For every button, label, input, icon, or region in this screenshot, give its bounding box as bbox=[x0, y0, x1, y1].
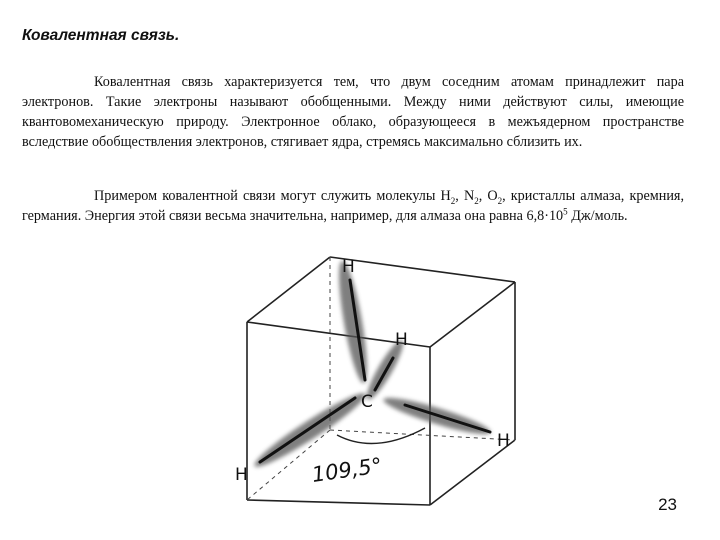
atom-c-center: C bbox=[361, 392, 373, 412]
p2-sep2: , O bbox=[478, 188, 498, 204]
p2-unit: Дж/моль. bbox=[567, 208, 628, 224]
cloud-top bbox=[333, 259, 372, 384]
h2-subscript: 2 bbox=[450, 195, 456, 206]
title-text: Ковалентная связь bbox=[22, 27, 176, 44]
energy-exponent: 5 bbox=[563, 206, 568, 217]
page-title bbox=[22, 27, 179, 45]
atom-h-right-upper: H bbox=[395, 330, 408, 350]
p2-rest: , кристаллы алмаза, кремния, германия. Энергия этой связи весьма значительна, например, для алмаза она равна 6,8·10 bbox=[22, 188, 684, 224]
p2-intro: Примером ковалентной связи могут служить молекулы H bbox=[94, 188, 451, 204]
atom-h-right-lower: H bbox=[497, 431, 510, 451]
angle-label: 109,5° bbox=[310, 453, 384, 487]
paragraph-covalent-description: Ковалентная связь характеризуется тем, что двум соседним атомам принадлежит пара электронов. Такие электроны называют обобщенными. Между ними действуют силы, имеющие квантовомеханическую природу. Электронное облако, образующееся в межъядерном пространстве вследствие обобществления электронов, стягивает ядра, стремясь максимально сблизить их. bbox=[22, 74, 684, 150]
atom-h-left: H bbox=[235, 465, 248, 485]
o2-subscript: 2 bbox=[497, 195, 503, 206]
methane-tetrahedral-cube-diagram bbox=[225, 250, 525, 510]
paragraph-covalent-examples bbox=[22, 186, 684, 226]
n2-subscript: 2 bbox=[474, 195, 479, 206]
title-suffix: . bbox=[175, 27, 180, 44]
p2-sep1: , N bbox=[455, 188, 475, 204]
bond-angle-arc bbox=[337, 428, 425, 444]
page-number: 23 bbox=[658, 495, 677, 514]
atom-h-top: H bbox=[342, 257, 355, 277]
